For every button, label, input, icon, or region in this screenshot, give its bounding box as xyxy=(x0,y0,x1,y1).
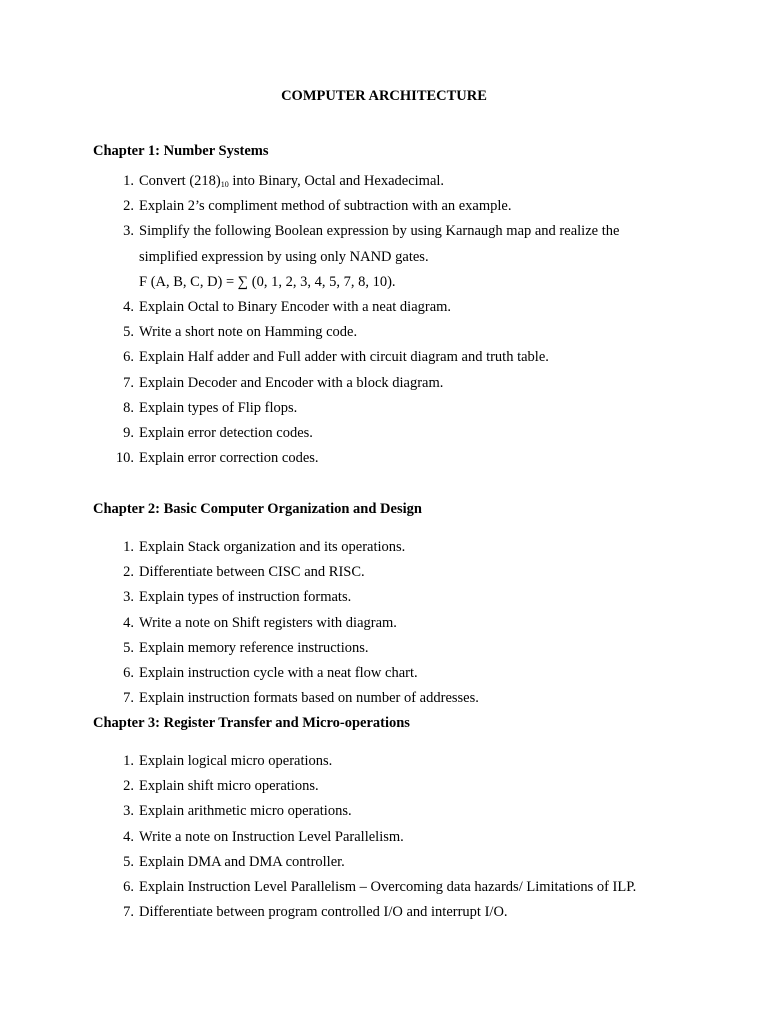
question-number: 4. xyxy=(123,299,134,316)
question-text: Differentiate between program controlled I/O and interrupt I/O. xyxy=(139,904,508,921)
question-item xyxy=(93,169,693,194)
question-number: 3. xyxy=(123,589,134,606)
question-text: Explain Stack organization and its operations. xyxy=(139,539,406,555)
question-text: Explain memory reference instructions. xyxy=(139,639,369,656)
question-number: 7. xyxy=(123,904,134,921)
question-item xyxy=(93,446,693,471)
question-text xyxy=(139,173,444,189)
question-text: Explain instruction formats based on number of addresses. xyxy=(139,690,479,707)
question-item xyxy=(93,219,693,295)
chapter-1-section xyxy=(93,141,693,471)
question-item xyxy=(93,636,693,661)
question-number: 2. xyxy=(123,198,134,215)
question-item xyxy=(93,421,693,446)
question-item xyxy=(93,194,693,219)
subscript-base: 10 xyxy=(220,180,229,189)
question-number: 5. xyxy=(123,853,134,870)
question-item xyxy=(93,661,693,686)
question-number: 4. xyxy=(123,614,134,631)
question-item xyxy=(93,560,693,585)
question-number: 9. xyxy=(123,425,134,442)
question-item xyxy=(93,371,693,396)
chapter-heading: Chapter 2: Basic Computer Organization and Design xyxy=(93,501,422,517)
chapter-heading: Chapter 1: Number Systems xyxy=(93,143,269,159)
question-number: 7. xyxy=(123,690,134,707)
question-number: 8. xyxy=(123,399,134,416)
question-item xyxy=(93,875,693,900)
chapter-3-section xyxy=(93,713,693,925)
question-number: 6. xyxy=(123,665,134,682)
question-number: 3. xyxy=(123,803,134,820)
question-number: 1. xyxy=(123,753,134,769)
question-number: 4. xyxy=(123,828,134,845)
question-text: Explain DMA and DMA controller. xyxy=(139,853,345,870)
boolean-expression: F (A, B, C, D) = ∑ (0, 1, 2, 3, 4, 5, 7, 8, 10). xyxy=(139,273,396,290)
question-text: Explain types of Flip flops. xyxy=(139,399,298,416)
question-text: Explain Decoder and Encoder with a block diagram. xyxy=(139,374,444,391)
question-text-part: into Binary, Octal and Hexadecimal. xyxy=(228,173,445,189)
question-number: 6. xyxy=(123,879,134,896)
question-number: 3. xyxy=(123,223,134,240)
question-number: 5. xyxy=(123,324,134,341)
question-text: Write a note on Shift registers with diagram. xyxy=(139,614,397,631)
chapter-2-section xyxy=(93,499,693,711)
question-text: Explain Half adder and Full adder with circuit diagram and truth table. xyxy=(139,349,549,366)
question-item xyxy=(93,825,693,850)
question-number: 5. xyxy=(123,639,134,656)
question-text: Explain 2’s compliment method of subtraction with an example. xyxy=(139,198,512,215)
question-item xyxy=(93,900,693,925)
question-item xyxy=(93,320,693,345)
question-list xyxy=(93,535,693,711)
question-list xyxy=(93,169,693,471)
question-number: 6. xyxy=(123,349,134,366)
question-item xyxy=(93,611,693,636)
chapter-heading: Chapter 3: Register Transfer and Micro-operations xyxy=(93,715,410,731)
question-text: Write a note on Instruction Level Parallelism. xyxy=(139,828,404,845)
question-text: Write a short note on Hamming code. xyxy=(139,324,358,341)
question-text-continuation: simplified expression by using only NAND gates. xyxy=(139,248,429,265)
question-number: 2. xyxy=(123,778,134,795)
question-item xyxy=(93,799,693,824)
document-title: COMPUTER ARCHITECTURE xyxy=(281,88,487,104)
question-text: Explain instruction cycle with a neat flow chart. xyxy=(139,665,418,682)
question-text: Differentiate between CISC and RISC. xyxy=(139,564,365,581)
question-item xyxy=(93,850,693,875)
question-text: Explain types of instruction formats. xyxy=(139,589,352,606)
question-number: 2. xyxy=(123,564,134,581)
question-item xyxy=(93,585,693,610)
question-text-part: Convert (218) xyxy=(139,173,221,189)
question-number: 1. xyxy=(123,173,134,189)
question-text: Explain Octal to Binary Encoder with a neat diagram. xyxy=(139,299,452,316)
question-text: Explain shift micro operations. xyxy=(139,778,319,795)
question-item xyxy=(93,749,693,774)
question-item xyxy=(93,686,693,711)
question-number: 7. xyxy=(123,374,134,391)
question-item xyxy=(93,345,693,370)
question-text: Explain error detection codes. xyxy=(139,425,313,442)
question-text: Explain Instruction Level Parallelism – Overcoming data hazards/ Limitations of ILP. xyxy=(139,879,637,896)
question-text: Explain arithmetic micro operations. xyxy=(139,803,352,820)
question-text: Simplify the following Boolean expression by using Karnaugh map and realize the xyxy=(139,223,620,240)
question-number: 1. xyxy=(123,539,134,555)
question-item xyxy=(93,295,693,320)
question-item xyxy=(93,396,693,421)
question-item xyxy=(93,535,693,560)
question-list xyxy=(93,749,693,925)
question-text: Explain error correction codes. xyxy=(139,450,319,467)
question-text: Explain logical micro operations. xyxy=(139,753,333,769)
question-item xyxy=(93,774,693,799)
question-number: 10. xyxy=(115,450,134,467)
